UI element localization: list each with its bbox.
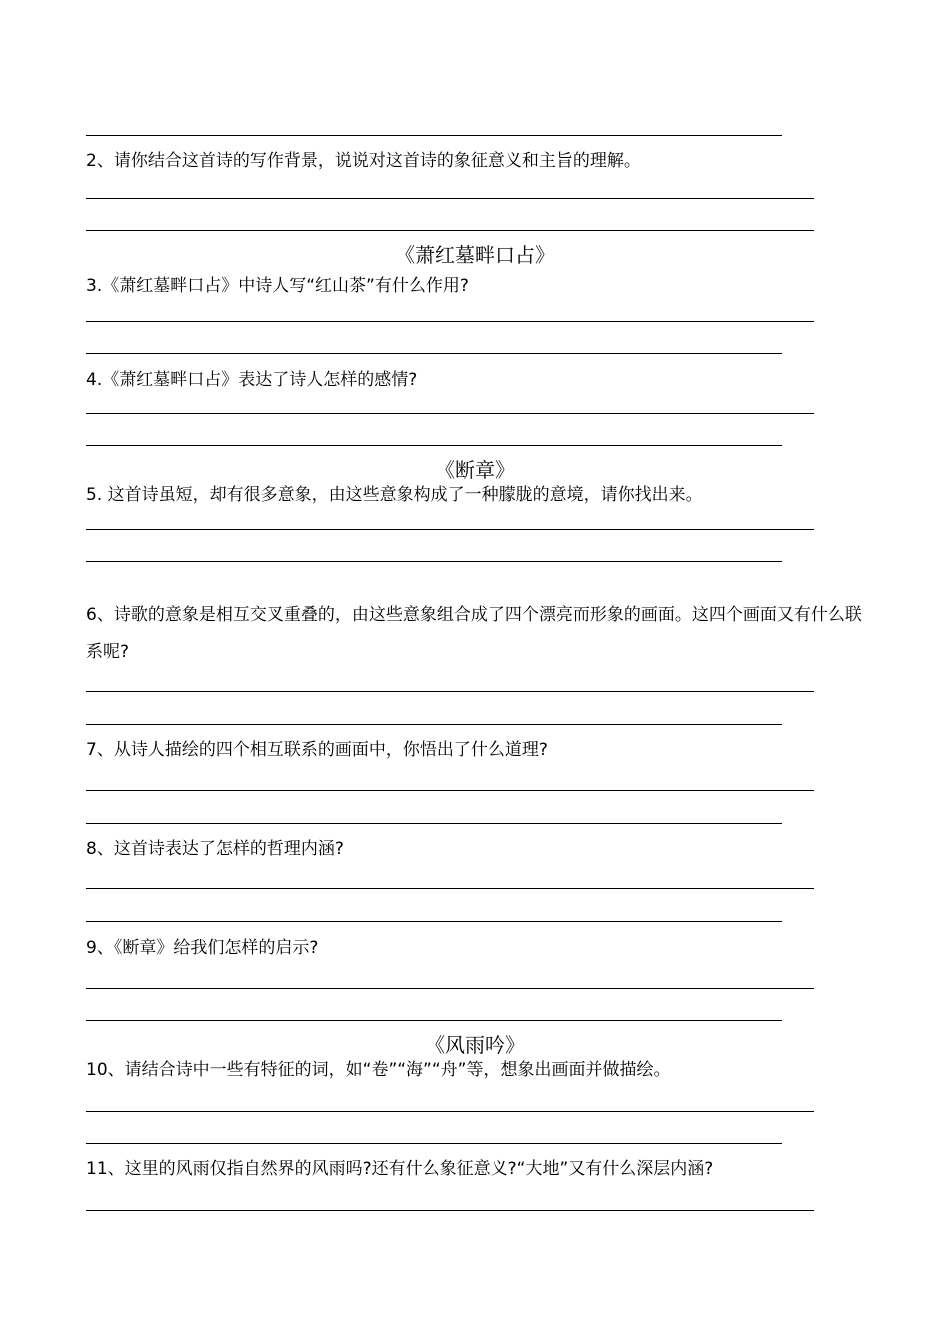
answer-line[interactable] — [86, 1143, 782, 1144]
answer-line[interactable] — [86, 561, 782, 562]
answer-line[interactable] — [86, 724, 782, 725]
poem-title-duanzhang: 《断章》 — [435, 458, 515, 482]
answer-line[interactable] — [86, 988, 814, 989]
answer-line[interactable] — [86, 413, 814, 414]
answer-line[interactable] — [86, 445, 782, 446]
answer-line[interactable] — [86, 1210, 814, 1211]
question-2: 2、请你结合这首诗的写作背景，说说对这首诗的象征意义和主旨的理解。 — [86, 151, 641, 171]
answer-line[interactable] — [86, 529, 814, 530]
question-9: 9、《断章》给我们怎样的启示? — [86, 938, 319, 958]
answer-line[interactable] — [86, 921, 782, 922]
poem-title-fengyuyin: 《风雨吟》 — [425, 1033, 525, 1057]
question-4: 4.《萧红墓畔口占》表达了诗人怎样的感情? — [86, 370, 418, 390]
poem-title-xiaohong: 《萧红墓畔口占》 — [395, 243, 555, 267]
answer-line[interactable] — [86, 691, 814, 692]
answer-line[interactable] — [86, 198, 814, 199]
question-11: 11、这里的风雨仅指自然界的风雨吗?还有什么象征意义?“大地”又有什么深层内涵? — [86, 1159, 714, 1179]
question-6: 6、诗歌的意象是相互交叉重叠的，由这些意象组合成了四个漂亮而形象的画面。这四个画面又有什么联系呢? — [86, 605, 862, 662]
answer-line[interactable] — [86, 321, 814, 322]
answer-line[interactable] — [86, 888, 814, 889]
answer-line[interactable] — [86, 1111, 814, 1112]
answer-line[interactable] — [86, 1020, 782, 1021]
answer-line[interactable] — [86, 230, 814, 231]
question-3: 3.《萧红墓畔口占》中诗人写“红山茶”有什么作用? — [86, 276, 469, 296]
question-10: 10、请结合诗中一些有特征的词，如“卷”“海”“舟”等，想象出画面并做描绘。 — [86, 1060, 671, 1080]
question-7: 7、从诗人描绘的四个相互联系的画面中，你悟出了什么道理? — [86, 740, 548, 760]
answer-line[interactable] — [86, 790, 814, 791]
question-8: 8、这首诗表达了怎样的哲理内涵? — [86, 839, 344, 859]
answer-line[interactable] — [86, 823, 782, 824]
question-5: 5. 这首诗虽短，却有很多意象，由这些意象构成了一种朦胧的意境，请你找出来。 — [86, 485, 703, 505]
answer-line[interactable] — [86, 135, 782, 136]
answer-line[interactable] — [86, 353, 782, 354]
